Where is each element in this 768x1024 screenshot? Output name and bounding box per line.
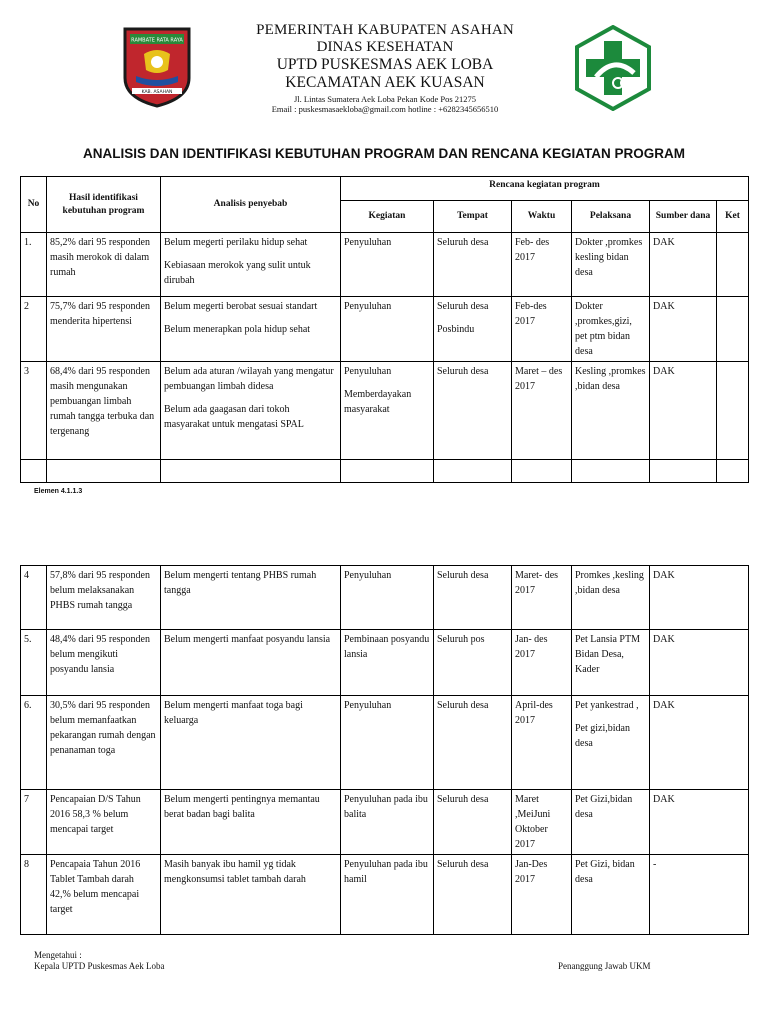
row-hasil: Pencapaia Tahun 2016 Tablet Tambah darah 42,% belum mencapai target: [47, 855, 161, 935]
tempat-item: Seluruh desa: [437, 237, 489, 248]
row-no: 7: [21, 790, 47, 855]
row-pelaksana: Promkes ,kesling ,bidan desa: [572, 566, 650, 630]
row-pelaksana: [572, 696, 650, 790]
row-pelaksana: Pet Gizi, bidan desa: [572, 855, 650, 935]
analisis-item: Belum megerti perilaku hidup sehat: [164, 237, 308, 248]
analisis-item: Kebiasaan merokok yang sulit untuk dirubah: [164, 260, 311, 286]
col-hasil-header: Hasil identifikasi kebutuhan program: [47, 177, 161, 233]
row-hasil: 75,7% dari 95 responden menderita hipertensi: [47, 297, 161, 362]
row-ket: [717, 233, 749, 297]
row-sumber: DAK: [650, 696, 749, 790]
row-analisis: Belum mengerti manfaat posyandu lansia: [161, 630, 341, 696]
signature-right: [558, 961, 651, 972]
row-waktu: April-des 2017: [512, 696, 572, 790]
row-sumber: DAK: [650, 790, 749, 855]
row-analisis: Belum mengerti manfaat toga bagi keluarga: [161, 696, 341, 790]
program-table-continued: [20, 565, 749, 935]
row-analisis: Masih banyak ibu hamil yg tidak mengkonsumsi tablet tambah darah: [161, 855, 341, 935]
analisis-item: Belum ada aturan /wilayah yang mengatur pembuangan limbah didesa: [164, 366, 334, 392]
row-tempat: Seluruh desa: [434, 855, 512, 935]
element-code: Elemen 4.1.1.3: [34, 488, 83, 495]
row-pelaksana: Kesling ,promkes ,bidan desa: [572, 362, 650, 460]
tempat-item: Seluruh desa: [437, 301, 489, 312]
row-hasil: 48,4% dari 95 responden belum mengikuti posyandu lansia: [47, 630, 161, 696]
tempat-item: Seluruh desa: [437, 366, 489, 377]
table-row: [21, 297, 749, 362]
row-waktu: Maret – des 2017: [512, 362, 572, 460]
row-hasil: 68,4% dari 95 responden masih mengunakan pembuangan limbah rumah tangga terbuka dan tergenang: [47, 362, 161, 460]
col-tempat-header: Tempat: [434, 201, 512, 233]
analisis-item: Belum menerapkan pola hidup sehat: [164, 324, 311, 335]
row-waktu: Maret ,MeiJuni Oktober 2017: [512, 790, 572, 855]
pelaksana-item: Pet gizi,bidan desa: [575, 723, 630, 749]
row-waktu: Jan- des 2017: [512, 630, 572, 696]
table-row: [21, 233, 749, 297]
row-analisis: Belum mengerti pentingnya memantau berat badan bagi balita: [161, 790, 341, 855]
penanggung-jawab-label: Penanggung Jawab UKM: [558, 961, 651, 971]
header-line-4: KECAMATAN AEK KUASAN: [285, 74, 485, 91]
header-line-2: DINAS KESEHATAN: [316, 39, 454, 55]
row-tempat: [434, 233, 512, 297]
row-kegiatan: Penyuluhan pada ibu hamil: [341, 855, 434, 935]
row-hasil: 85,2% dari 95 responden masih merokok di dalam rumah: [47, 233, 161, 297]
document-title: ANALISIS DAN IDENTIFIKASI KEBUTUHAN PROGRAM DAN RENCANA KEGIATAN PROGRAM: [83, 146, 685, 161]
row-hasil: 30,5% dari 95 responden belum memanfaatkan pekarangan rumah dengan penanaman toga: [47, 696, 161, 790]
logo-motto: RAMBATE RATA RAYA: [131, 37, 183, 44]
row-analisis: [161, 362, 341, 460]
row-analisis: [161, 233, 341, 297]
empty-row: [21, 460, 749, 483]
table-row: [21, 566, 749, 630]
row-pelaksana: Pet Gizi,bidan desa: [572, 790, 650, 855]
col-ket-header: Ket: [717, 201, 749, 233]
row-sumber: DAK: [650, 362, 717, 460]
logo-name: KAB. ASAHAN: [141, 90, 173, 95]
row-analisis: Belum mengerti tentang PHBS rumah tangga: [161, 566, 341, 630]
row-tempat: [434, 297, 512, 362]
row-kegiatan: Penyuluhan pada ibu balita: [341, 790, 434, 855]
row-hasil: Pencapaian D/S Tahun 2016 58,3 % belum mencapai target: [47, 790, 161, 855]
row-sumber: DAK: [650, 630, 749, 696]
table-row: [21, 855, 749, 935]
row-tempat: [434, 362, 512, 460]
row-tempat: Seluruh pos: [434, 630, 512, 696]
row-sumber: DAK: [650, 297, 717, 362]
row-no: 4: [21, 566, 47, 630]
row-kegiatan: Penyuluhan: [341, 566, 434, 630]
row-ket: [717, 362, 749, 460]
row-no: 6.: [21, 696, 47, 790]
row-sumber: DAK: [650, 566, 749, 630]
analisis-item: Belum ada gaagasan dari tokoh masyarakat untuk mengatasi SPAL: [164, 404, 304, 430]
table-row: [21, 630, 749, 696]
row-kegiatan: [341, 233, 434, 297]
row-waktu: Feb-des 2017: [512, 297, 572, 362]
row-kegiatan: Pembinaan posyandu lansia: [341, 630, 434, 696]
tempat-item: Posbindu: [437, 324, 475, 335]
row-hasil: 57,8% dari 95 responden belum melaksanakan PHBS rumah tangga: [47, 566, 161, 630]
table-row: [21, 362, 749, 460]
row-sumber: DAK: [650, 233, 717, 297]
table-row: [21, 790, 749, 855]
row-pelaksana: Dokter ,promkes kesling bidan desa: [572, 233, 650, 297]
row-kegiatan: [341, 297, 434, 362]
row-no: 3: [21, 362, 47, 460]
row-no: 1.: [21, 233, 47, 297]
col-waktu-header: Waktu: [512, 201, 572, 233]
kepala-label: Kepala UPTD Puskesmas Aek Loba: [34, 961, 165, 971]
table-row: [21, 696, 749, 790]
col-pelaksana-header: Pelaksana: [572, 201, 650, 233]
analisis-item: Belum megerti berobat sesuai standart: [164, 301, 318, 312]
row-no: 5.: [21, 630, 47, 696]
col-kegiatan-header: Kegiatan: [341, 201, 434, 233]
row-waktu: Jan-Des 2017: [512, 855, 572, 935]
row-pelaksana: Pet Lansia PTM Bidan Desa, Kader: [572, 630, 650, 696]
header-contact: Email : puskesmasaekloba@gmail.com hotline : +6282345656510: [271, 104, 499, 114]
col-analisis-header: Analisis penyebab: [161, 177, 341, 233]
row-analisis: [161, 297, 341, 362]
row-pelaksana: Dokter ,promkes,gizi, pet ptm bidan desa: [572, 297, 650, 362]
program-table: [20, 176, 749, 483]
letterhead-text: [200, 22, 570, 114]
row-tempat: Seluruh desa: [434, 696, 512, 790]
kegiatan-item: Memberdayakan masyarakat: [344, 389, 412, 415]
row-kegiatan: Penyuluhan: [341, 696, 434, 790]
row-waktu: Maret- des 2017: [512, 566, 572, 630]
row-kegiatan: [341, 362, 434, 460]
mengetahui-label: Mengetahui :: [34, 950, 82, 960]
pelaksana-item: Pet yankestrad ,: [575, 700, 639, 711]
row-sumber: -: [650, 855, 749, 935]
header-line-1: PEMERINTAH KABUPATEN ASAHAN: [256, 22, 514, 38]
col-rencana-header: Rencana kegiatan program: [341, 177, 749, 201]
signature-left: [34, 950, 164, 972]
col-no-header: No: [21, 177, 47, 233]
col-sumber-header: Sumber dana: [650, 201, 717, 233]
header-address: Jl. Lintas Sumatera Aek Loba Pekan Kode Pos 21275: [293, 94, 476, 104]
kegiatan-item: Penyuluhan: [344, 237, 392, 248]
kegiatan-item: Penyuluhan: [344, 301, 392, 312]
letterhead: [0, 0, 768, 120]
header-line-3: UPTD PUSKESMAS AEK LOBA: [276, 56, 494, 73]
puskesmas-logo: [574, 25, 652, 111]
asahan-regency-logo: [122, 26, 192, 108]
kegiatan-item: Penyuluhan: [344, 366, 392, 377]
row-no: 2: [21, 297, 47, 362]
row-no: 8: [21, 855, 47, 935]
row-tempat: Seluruh desa: [434, 566, 512, 630]
row-ket: [717, 297, 749, 362]
row-waktu: Feb- des 2017: [512, 233, 572, 297]
row-tempat: Seluruh desa: [434, 790, 512, 855]
